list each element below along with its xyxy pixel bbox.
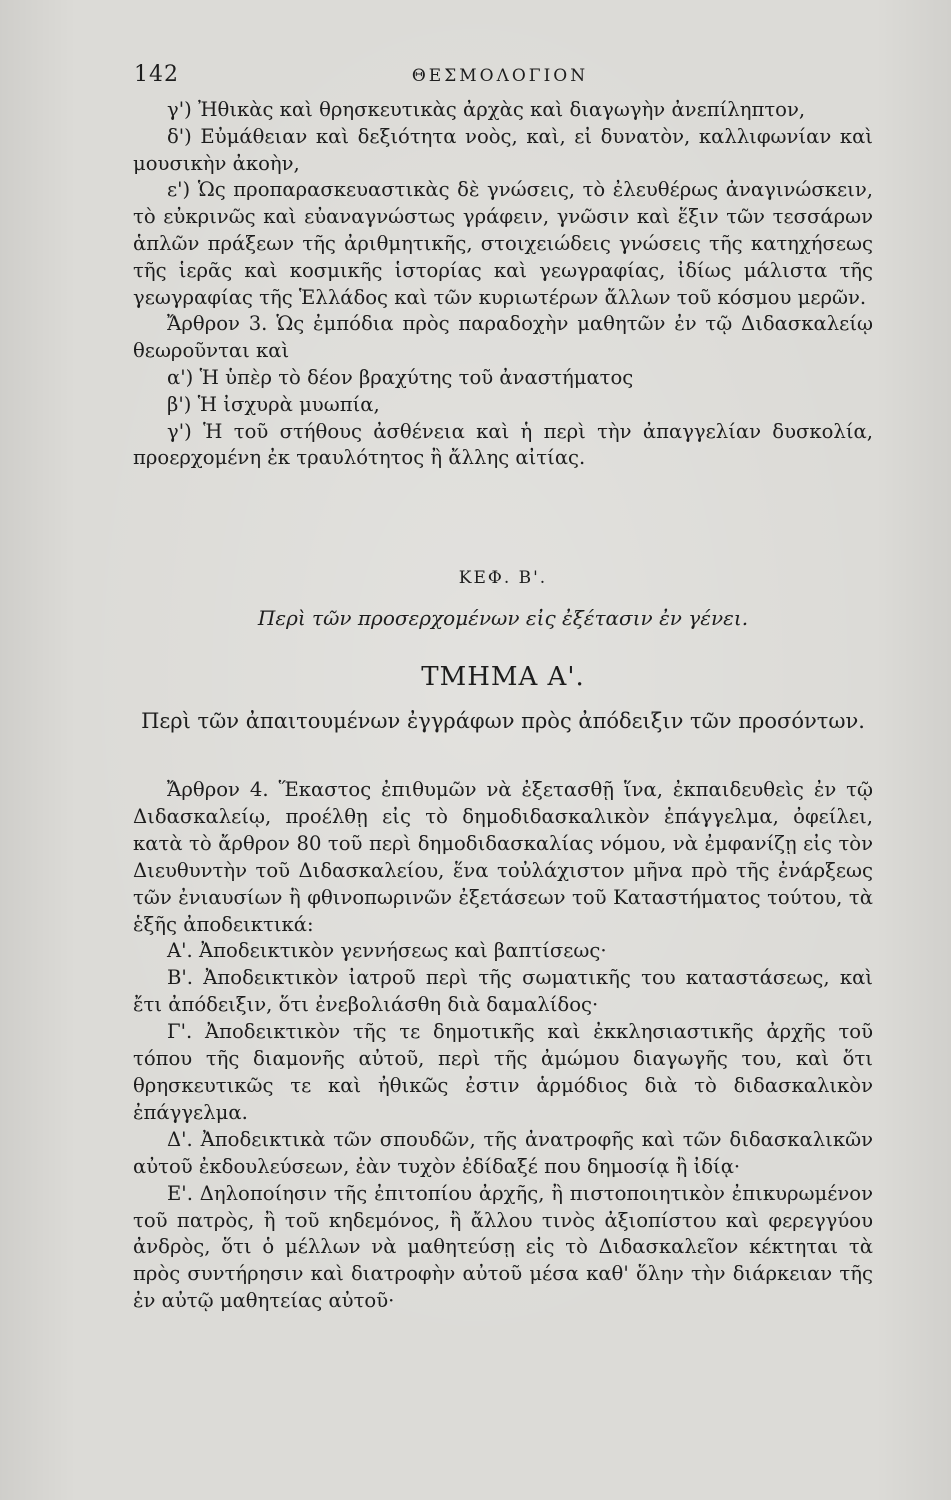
paragraph-studies-certificate: Δ'. Ἀποδεικτικὰ τῶν σπουδῶν, τῆς ἀνατροφῆς καὶ τῶν διδασκαλικῶν αὐτοῦ ἐκδουλεύσεων, ἐὰν τυχὸν ἐδίδαξέ που δημοσίᾳ ἢ ἰδίᾳ·: [133, 1127, 873, 1178]
article-2-text-block: [133, 97, 873, 472]
paragraph-medical-certificate: Β'. Ἀποδεικτικὸν ἰατροῦ περὶ τῆς σωματικῆς του καταστάσεως, καὶ ἔτι ἀπόδειξιν, ὅτι ἐνεβολιάσθη διὰ δαμαλίδος·: [133, 966, 873, 1017]
running-title: ΘΕΣΜΟΛΟΓΙΟΝ: [411, 66, 589, 86]
paragraph-moral-principles: γ') Ἠθικὰς καὶ θρησκευτικὰς ἀρχὰς καὶ διαγωγὴν ἀνεπίληπτον,: [167, 98, 806, 121]
page-number: 142: [134, 62, 179, 87]
paragraph-myopia: β') Ἡ ἰσχυρὰ μυωπία,: [167, 392, 380, 416]
paragraph-conduct-certificate: Γ'. Ἀποδεικτικὸν τῆς τε δημοτικῆς καὶ ἐκκλησιαστικῆς ἀρχῆς τοῦ τόπου τῆς διαμονῆς αὐτοῦ, περὶ τῆς ἀμώμου διαγωγῆς του, καὶ ὅτι θρησκευτικῶς τε καὶ ἠθικῶς ἐστιν ἁρμόδιος διὰ τὸ διδασκαλικὸν ἐπάγγελμα.: [133, 1020, 873, 1124]
paragraph-birth-certificate: Α'. Ἀποδεικτικὸν γεννήσεως καὶ βαπτίσεως·: [167, 939, 607, 963]
chapter-subtitle: Περὶ τῶν προσερχομένων εἰς ἐξέτασιν ἐν γένει.: [257, 606, 749, 630]
paragraph-short-stature: α') Ἡ ὑπὲρ τὸ δέον βραχύτης τοῦ ἀναστήματος: [167, 365, 634, 389]
paragraph-aptitude: δ') Εὐμάθειαν καὶ δεξιότητα νοὸς, καὶ, εἰ δυνατὸν, καλλιφωνίαν καὶ μουσικὴν ἀκοὴν,: [133, 124, 873, 175]
article-4-text-block: [133, 777, 873, 1315]
paragraph-article-3: Ἄρθρον 3. Ὡς ἐμπόδια πρὸς παραδοχὴν μαθητῶν ἐν τῷ Διδασκαλείῳ θεωροῦνται καὶ: [133, 312, 873, 363]
page-header: [130, 62, 870, 92]
chapter-label: ΚΕΦ. Β'.: [458, 568, 548, 588]
paragraph-preparatory-knowledge: ε') Ὡς προπαρασκευαστικὰς δὲ γνώσεις, τὸ ἐλευθέρως ἀναγινώσκειν, τὸ εὐκρινῶς καὶ εὐαναγνώστως γράφειν, γνῶσιν καὶ ἕξιν τῶν τεσσάρων ἁπλῶν πράξεων τῆς ἀριθμητικῆς, στοιχειώδεις γνώσεις τῆς κατηχήσεως τῆς ἱερᾶς καὶ κοσμικῆς ἱστορίας καὶ γεωγραφίας, ἰδίως μάλιστα τῆς γεωγραφίας τῆς Ἑλλάδος καὶ τῶν κυριωτέρων ἄλλων τοῦ κόσμου μερῶν.: [133, 178, 873, 309]
paragraph-means-declaration: Ε'. Δηλοποίησιν τῆς ἐπιτοπίου ἀρχῆς, ἢ πιστοποιητικὸν ἐπικυρωμένον τοῦ πατρὸς, ἢ τοῦ κηδεμόνος, ἢ ἄλλου τινὸς ἀξιοπίστου καὶ φερεγγύου ἀνδρὸς, ὅτι ὁ μέλλων νὰ μαθητεύσῃ εἰς τὸ Διδασκαλεῖον κέκτηται τὰ πρὸς συντήρησιν καὶ διατροφὴν αὐτοῦ μέσα καθ' ὅλην τὴν διάρκειαν τῆς ἐν αὐτῷ μαθητείας αὐτοῦ·: [133, 1181, 873, 1313]
section-heading: ΤΜΗΜΑ Α'.: [421, 662, 585, 692]
paragraph-article-4: Ἄρθρον 4. Ἕκαστος ἐπιθυμῶν νὰ ἐξετασθῇ ἵνα, ἐκπαιδευθεὶς ἐν τῷ Διδασκαλείῳ, προέλθῃ εἰς τὸ δημοδιδασκαλικὸν ἐπάγγελμα, ὀφείλει, κατὰ τὸ ἄρθρον 80 τοῦ περὶ δημοδιδασκαλίας νόμου, νὰ ἐμφανίζῃ εἰς τὸν Διευθυντὴν τοῦ Διδασκαλείου, ἕνα τοὐλάχιστον μῆνα πρὸ τῆς ἐνάρξεως τῶν ἐνιαυσίων ἢ φθινοπωρινῶν ἐξετάσεων τοῦ Καταστήματος τούτου, τὰ ἑξῆς ἀποδεικτικά:: [133, 778, 873, 936]
paragraph-chest-weakness: γ') Ἡ τοῦ στήθους ἀσθένεια καὶ ἡ περὶ τὴν ἀπαγγελίαν δυσκολία, προερχομένη ἐκ τραυλότητος ἢ ἄλλης αἰτίας.: [133, 419, 873, 470]
section-subtitle: Περὶ τῶν ἀπαιτουμένων ἐγγράφων πρὸς ἀπόδειξιν τῶν προσόντων.: [141, 709, 865, 733]
